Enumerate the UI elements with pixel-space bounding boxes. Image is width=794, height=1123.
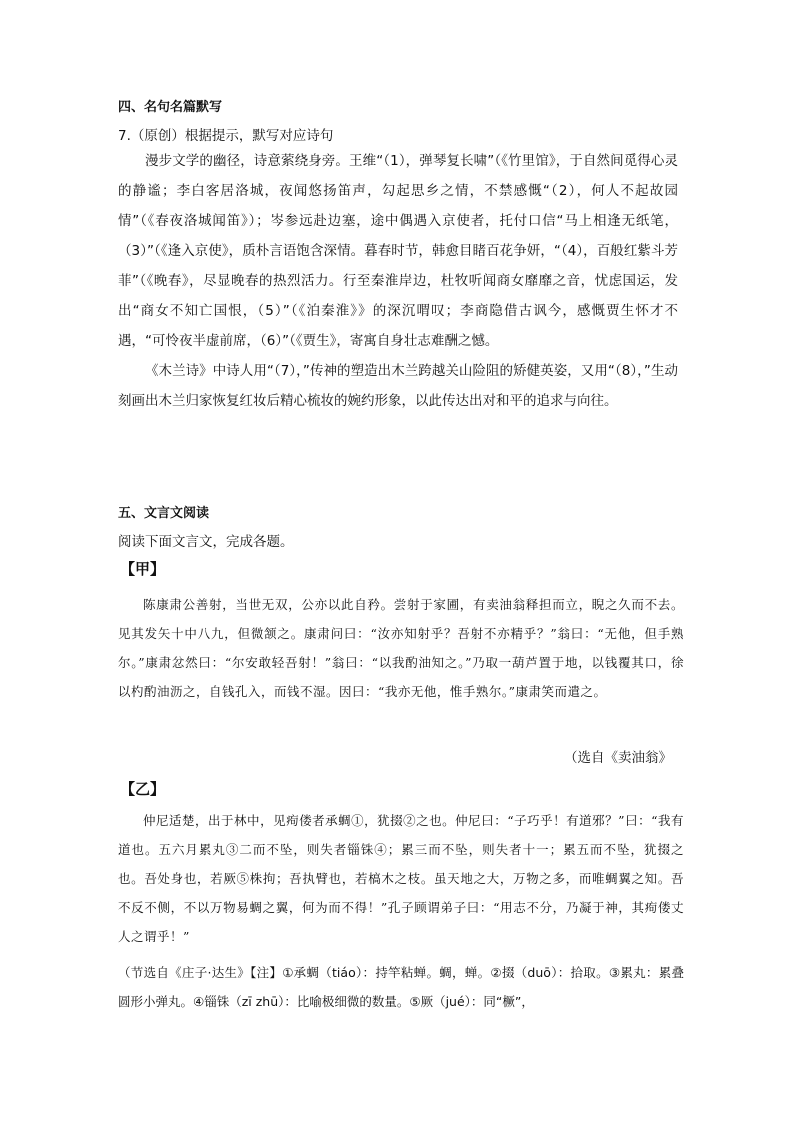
section-heading-poetry-dictation: 四、名句名篇默写	[118, 100, 223, 115]
passage-yi-notes	[118, 958, 684, 1016]
dictation-paragraph-2: 《木兰诗》中诗人用“（7），”传神的塑造出木兰跨越关山险阻的矫健英姿，又用“（8），”生动刻画出木兰归家恢复红妆后精心梳妆的婉约形象，以此传达出对和平的追求与向往。	[118, 363, 678, 409]
dictation-passage	[118, 146, 678, 416]
section-heading-classical-reading: 五、文言文阅读	[118, 506, 210, 521]
passage-jia	[118, 590, 684, 706]
passage-jia-source: （选自《卖油翁》	[564, 750, 672, 766]
dictation-paragraph-1: 漫步文学的幽径，诗意萦绕身旁。王维“（1），弹琴复长啸”（《竹里馆》，于自然间觅得心灵的静谧；李白客居洛城，夜闻悠扬笛声，勾起思乡之情，不禁感慨“（2），何人不起故园情”（《春夜洛城闻笛》）；岑参远赴边塞，途中偶遇入京使者，托付口信“马上相逢无纸笔，（3）”（《逢入京使》，质朴言语饱含深情。暮春时节，韩愈目睹百花争妍，“（4），百般红紫斗芳菲”（《晚春》，尽显晚春的热烈活力。行至秦淮岸边，杜牧听闻商女靡靡之音，忧虑国运，发出“商女不知亡国恨，（5）”（《泊秦淮》》的深沉喟叹；李商隐借古讽今，感慨贾生怀才不遇，“可怜夜半虚前席，（6）”（《贾生》，寄寓自身壮志难酬之憾。	[118, 153, 678, 349]
passage-yi	[118, 806, 684, 951]
passage-jia-label: 【甲】	[120, 560, 166, 578]
passage-yi-source-and-notes: （节选自《庄子·达生》【注】①承蜩（tiáo）：持竿粘蝉。蜩，蝉。②掇（duō）：拾取。③累丸：累叠圆形小弹丸。④锱铢（zī zhū）：比喻极细微的数量。⑤厥（jué）：同“橛”，	[118, 965, 684, 1009]
passage-jia-text: 陈康肃公善射，当世无双，公亦以此自矜。尝射于家圃，有卖油翁释担而立，睨之久而不去。见其发矢十中八九，但微颔之。康肃问曰：“汝亦知射乎？吾射不亦精乎？”翁曰：“无他，但手熟尔。”康肃忿然曰：“尔安敢轻吾射！”翁曰：“以我酌油知之。”乃取一葫芦置于地，以钱覆其口，徐以杓酌油沥之，自钱孔入，而钱不湿。因曰：“我亦无他，惟手熟尔。”康肃笑而遣之。	[118, 597, 684, 699]
passage-yi-text: 仲尼适楚，出于林中，见痀偻者承蜩①，犹掇②之也。仲尼曰：“子巧乎！有道邪？”曰：“我有道也。五六月累丸③二而不坠，则失者锱铢④；累三而不坠，则失者十一；累五而不坠，犹掇之也。吾处身也，若厥⑤株拘；吾执臂也，若槁木之枝。虽天地之大，万物之多，而唯蜩翼之知。吾不反不侧，不以万物易蜩之翼，何为而不得！”孔子顾谓弟子曰：“用志不分，乃凝于神，其痀偻丈人之谓乎！”	[118, 813, 684, 944]
reading-instruction: 阅读下面文言文，完成各题。	[118, 534, 294, 550]
question-7-prompt: 7.（原创）根据提示，默写对应诗句	[118, 128, 334, 144]
passage-yi-label: 【乙】	[120, 780, 166, 798]
